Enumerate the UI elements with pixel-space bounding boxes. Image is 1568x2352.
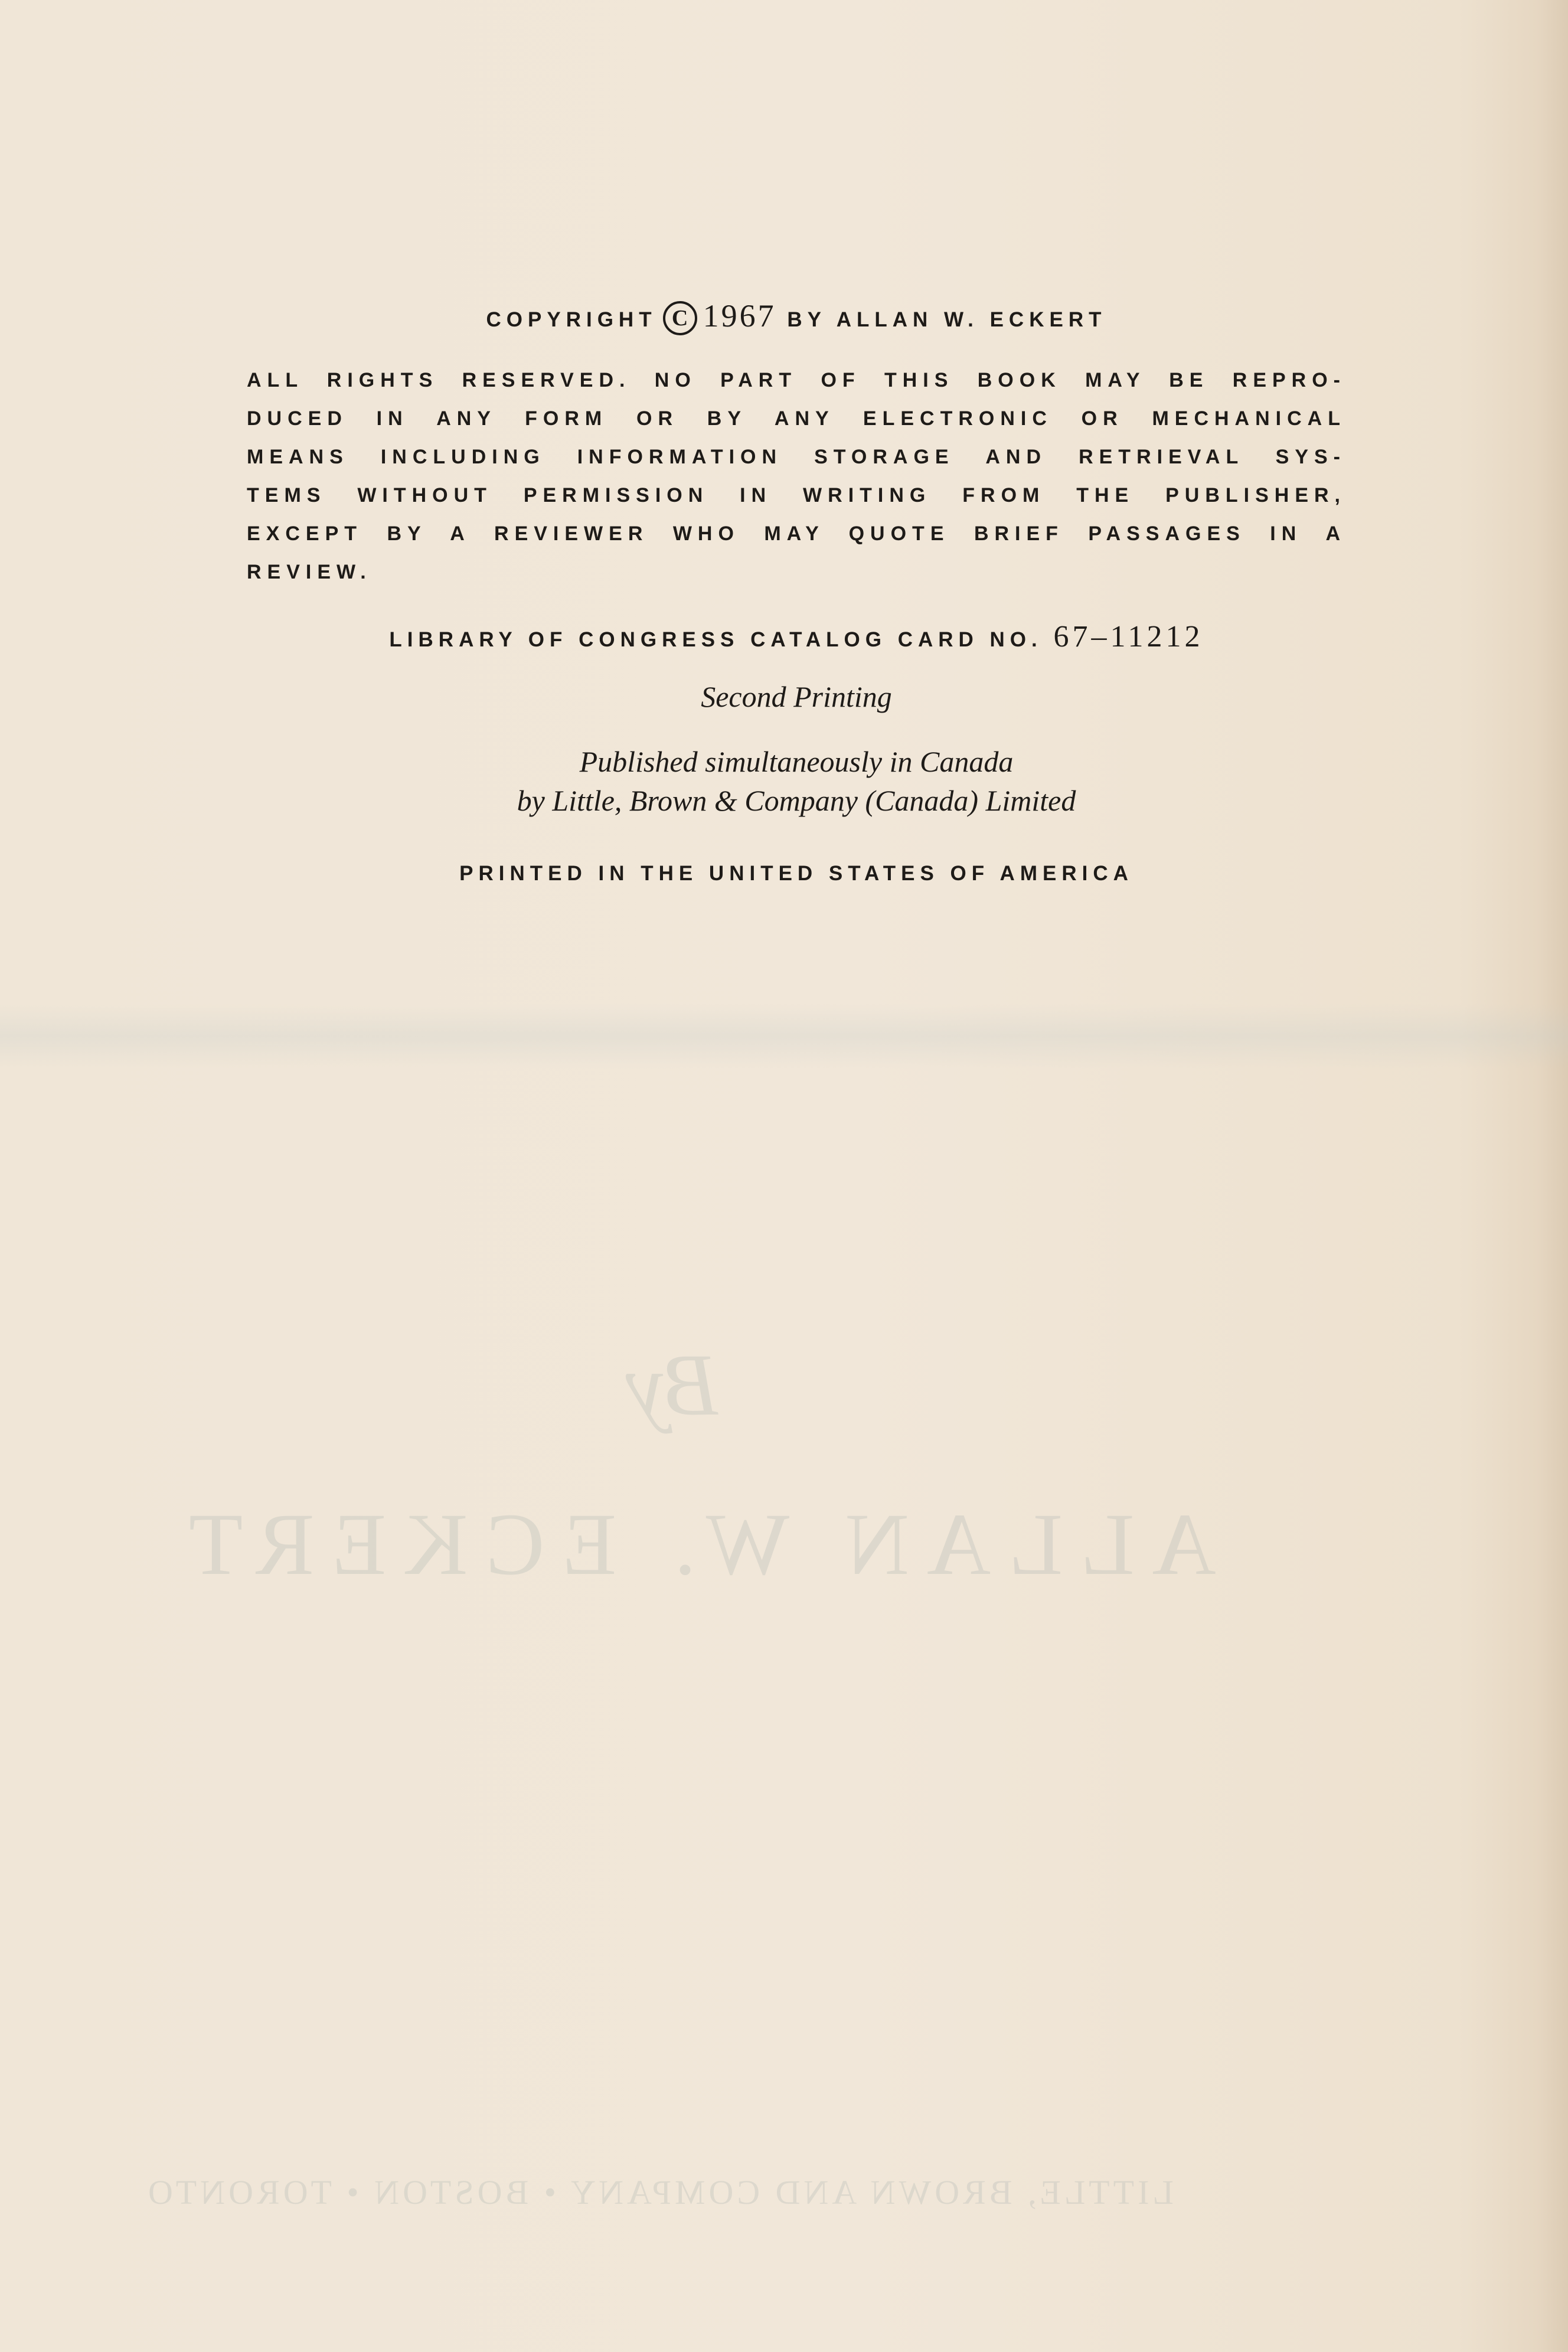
- rights-line: EXCEPT BY A REVIEWER WHO MAY QUOTE BRIEF PASSAGES IN A: [247, 522, 1346, 545]
- show-through-band: [0, 1004, 1568, 1069]
- published-simultaneously: [247, 742, 1346, 820]
- show-through-publisher: LITTLE, BROWN AND COMPANY • BOSTON • TORONTO: [145, 2173, 1174, 2211]
- rights-line: ALL RIGHTS RESERVED. NO PART OF THIS BOOK MAY BE REPRO-: [247, 369, 1346, 391]
- copyright-notice: [247, 283, 1346, 348]
- catalog-card-label: LIBRARY OF CONGRESS CATALOG CARD NO.: [389, 628, 1043, 651]
- rights-line: TEMS WITHOUT PERMISSION IN WRITING FROM THE PUBLISHER,: [247, 484, 1346, 507]
- rights-reserved-paragraph: [247, 361, 1346, 592]
- show-through-by: By: [626, 1336, 720, 1434]
- printing-edition: Second Printing: [701, 680, 892, 713]
- copyright-symbol-icon: C: [663, 301, 697, 335]
- rights-line: DUCED IN ANY FORM OR BY ANY ELECTRONIC OR MECHANICAL: [247, 407, 1346, 430]
- show-through-author: ALLAN W. ECKERT: [171, 1495, 1217, 1593]
- published-line: Published simultaneously in Canada: [579, 745, 1014, 778]
- printed-in: PRINTED IN THE UNITED STATES OF AMERICA: [459, 862, 1133, 885]
- copyright-prefix: COPYRIGHT: [486, 308, 657, 331]
- copyright-year: 1967: [703, 298, 776, 334]
- copyright-block: [247, 283, 1346, 894]
- copyright-holder: BY ALLAN W. ECKERT: [787, 308, 1107, 331]
- published-line: by Little, Brown & Company (Canada) Limited: [517, 784, 1076, 817]
- rights-line: MEANS INCLUDING INFORMATION STORAGE AND RETRIEVAL SYS-: [247, 446, 1346, 468]
- catalog-card-number: 67–11212: [1053, 620, 1204, 654]
- rights-line: REVIEW.: [247, 561, 372, 583]
- catalog-card-line: [247, 616, 1346, 661]
